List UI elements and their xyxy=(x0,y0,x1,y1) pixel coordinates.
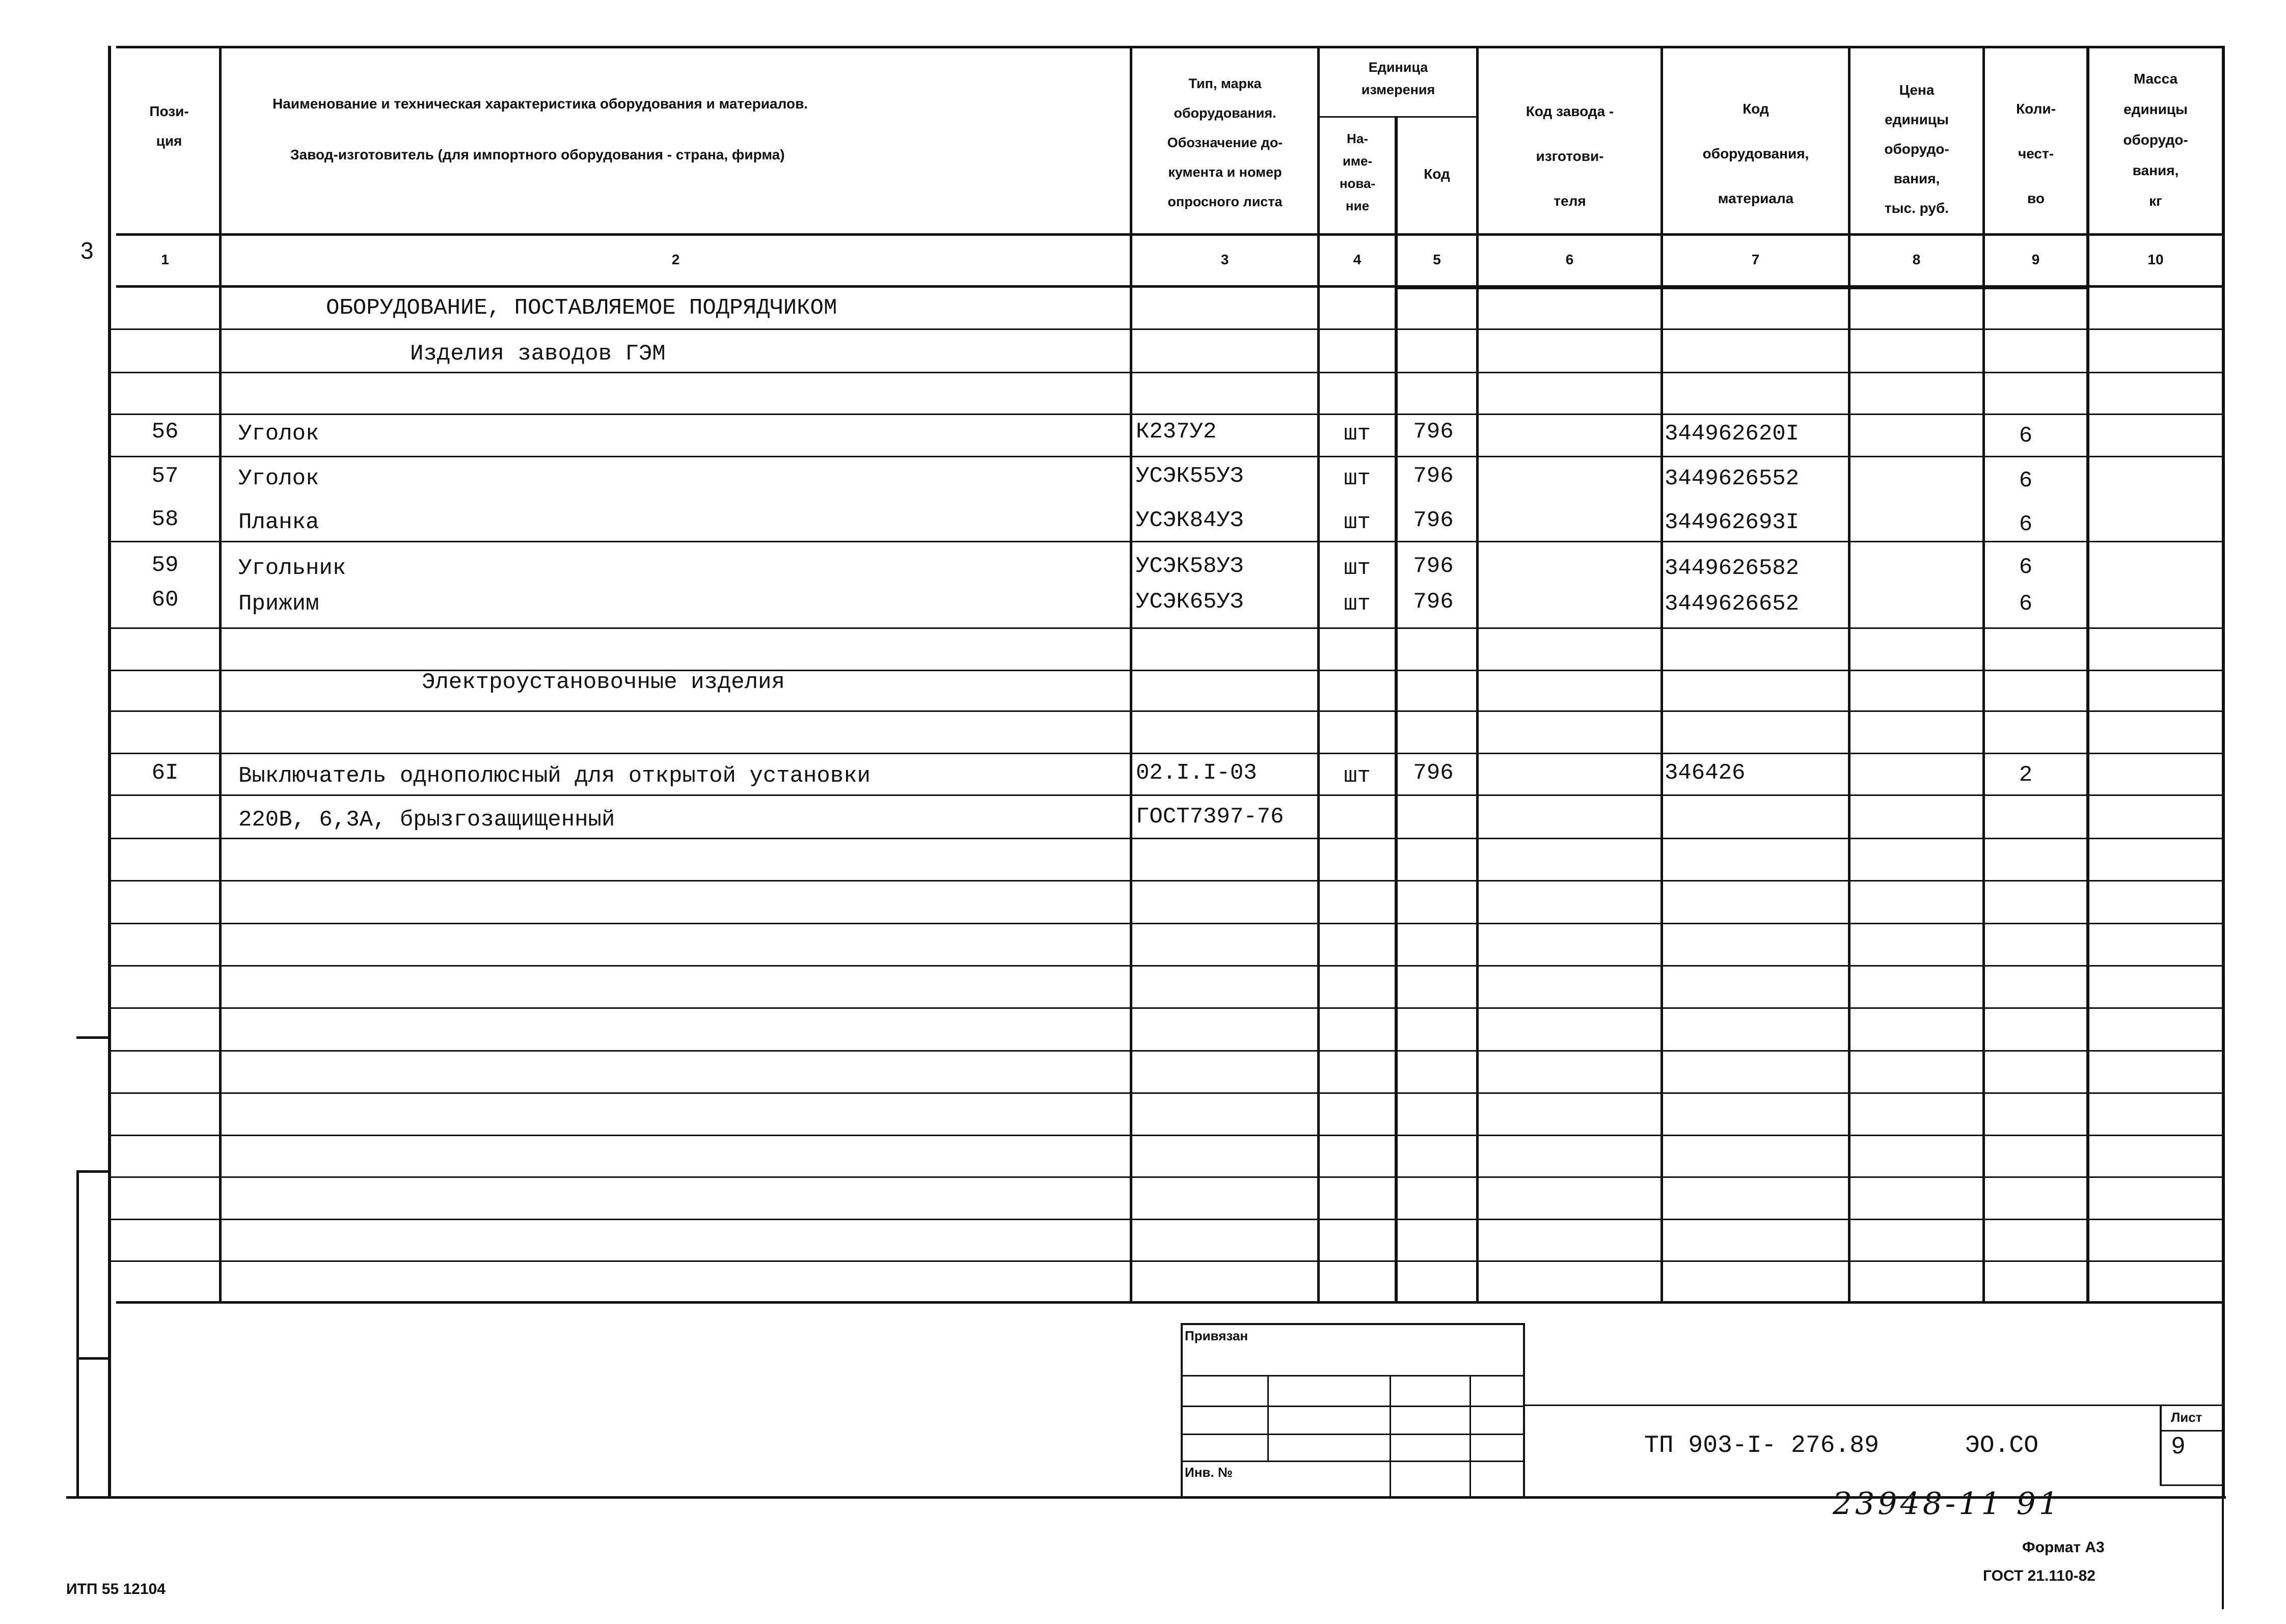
itp-label: ИТП 55 12104 xyxy=(66,1581,166,1598)
stamp-line xyxy=(1181,1461,1525,1462)
header-line: материала xyxy=(1718,190,1794,206)
box-top xyxy=(1395,286,2089,289)
item-name: Прижим xyxy=(238,591,319,617)
row-line xyxy=(111,838,2223,839)
stamp-inv-label: Инв. № xyxy=(1185,1465,1233,1480)
item-type-continuation: ГОСТ7397-76 xyxy=(1136,804,1284,830)
row-line xyxy=(111,1092,2223,1094)
item-unit-code: 796 xyxy=(1413,554,1454,579)
row-line xyxy=(111,753,2223,754)
header-line: Обозначение до- xyxy=(1167,135,1283,150)
stamp-line xyxy=(1181,1375,1525,1377)
col-divider-1 xyxy=(219,46,222,1303)
header-line: измерения xyxy=(1361,82,1435,97)
title-block-line xyxy=(1525,1405,2223,1406)
item-type: УСЭК65УЗ xyxy=(1136,589,1244,615)
item-equipment-code: 344962620I xyxy=(1665,421,1800,447)
header-line: вания, xyxy=(2132,162,2179,178)
frame-right-border xyxy=(2222,46,2225,1498)
header-price xyxy=(1851,75,1982,223)
row-line xyxy=(111,1007,2223,1009)
header-line: единицы xyxy=(2124,101,2188,117)
item-equipment-code: 3449626582 xyxy=(1665,556,1800,581)
header-position xyxy=(119,97,219,156)
item-unit-code: 796 xyxy=(1413,589,1454,615)
row-line xyxy=(111,710,2223,712)
item-unit-code: 796 xyxy=(1413,508,1454,533)
unit-header-split xyxy=(1319,116,1477,118)
item-unit-code: 796 xyxy=(1413,760,1454,786)
header-line: Код xyxy=(1743,101,1769,117)
margin-tick xyxy=(76,1357,109,1360)
item-name: Уголок xyxy=(238,421,319,447)
item-equipment-code: 3449626552 xyxy=(1665,466,1800,491)
item-type: УСЭК84УЗ xyxy=(1136,508,1244,533)
colnum-10: 10 xyxy=(2147,252,2164,267)
table-top-border xyxy=(116,46,2225,48)
header-unit-name xyxy=(1320,127,1395,217)
header-line: чест- xyxy=(2018,146,2054,161)
item-unit: шт xyxy=(1344,556,1371,581)
header-line: ция xyxy=(156,133,182,149)
row-line xyxy=(111,794,2223,796)
item-unit: шт xyxy=(1344,763,1371,789)
stamp-divider xyxy=(1267,1375,1269,1461)
row-line xyxy=(111,923,2223,924)
item-unit: шт xyxy=(1344,421,1371,447)
header-line: оборудования. xyxy=(1174,105,1276,121)
colnum-3: 3 xyxy=(1220,252,1229,267)
item-type: К237У2 xyxy=(1136,419,1217,445)
item-name: Угольник xyxy=(238,556,346,581)
header-line: Масса xyxy=(2133,71,2178,87)
header-equipment-code xyxy=(1664,87,1848,221)
header-line: оборудо- xyxy=(1884,141,1949,157)
col-divider-7 xyxy=(1848,46,1850,1303)
item-position: 60 xyxy=(151,587,179,613)
header-line: во xyxy=(2027,190,2045,206)
header-line: Цена xyxy=(1899,82,1935,98)
header-line: единицы xyxy=(1885,112,1949,127)
doc-suffix: ЭО.СО xyxy=(1965,1432,2039,1460)
margin-tick xyxy=(76,1036,109,1039)
item-quantity: 6 xyxy=(2019,591,2033,617)
colnum-4: 4 xyxy=(1353,252,1362,267)
header-line: кг xyxy=(2149,193,2162,209)
header-bottom-border xyxy=(116,233,2225,236)
col-divider-4 xyxy=(1395,117,1398,1303)
item-quantity: 6 xyxy=(2019,555,2033,580)
header-line: вания, xyxy=(1893,171,1940,186)
colnum-7: 7 xyxy=(1751,252,1760,267)
sheet-box-left xyxy=(2160,1405,2162,1486)
header-mass xyxy=(2089,64,2222,216)
margin-mark: 3 xyxy=(80,237,94,264)
row-line xyxy=(111,1135,2223,1136)
stamp-top-border xyxy=(1181,1323,1525,1325)
item-quantity: 6 xyxy=(2019,512,2033,537)
row-line xyxy=(111,627,2223,629)
item-unit: шт xyxy=(1344,466,1371,491)
col-divider-5 xyxy=(1476,46,1479,1303)
item-quantity: 2 xyxy=(2019,762,2033,788)
stamp-divider xyxy=(1390,1375,1391,1497)
header-line: опросного листа xyxy=(1167,194,1283,209)
sheet-right-edge xyxy=(2222,1497,2224,1609)
item-equipment-code: 346426 xyxy=(1665,760,1746,786)
header-factory-code xyxy=(1479,89,1661,224)
row-line xyxy=(111,414,2223,415)
item-position: 57 xyxy=(151,463,179,489)
item-position: 6I xyxy=(151,760,179,786)
sheet-box-mid xyxy=(2160,1430,2223,1432)
header-line: изготови- xyxy=(1536,148,1604,164)
item-name: Планка xyxy=(238,510,319,535)
header-line: име- xyxy=(1342,153,1373,169)
margin-strip-line xyxy=(76,1170,79,1499)
stamp-bound-label: Привязан xyxy=(1185,1328,1248,1343)
doc-code: ТП 903-I- 276.89 xyxy=(1644,1432,1879,1460)
header-line: Код завода - xyxy=(1526,103,1614,119)
header-line: ние xyxy=(1345,198,1370,213)
header-unit xyxy=(1320,56,1476,101)
header-name-line2: Завод-изготовитель (для импортного оборудования - страна, фирма) xyxy=(290,147,785,162)
item-unit: шт xyxy=(1344,591,1371,617)
sheet-label: Лист xyxy=(2171,1410,2202,1425)
item-equipment-code: 3449626652 xyxy=(1665,591,1800,617)
header-line: Пози- xyxy=(149,103,189,119)
row-line xyxy=(111,456,2223,457)
section-title: ОБОРУДОВАНИЕ, ПОСТАВЛЯЕМОЕ ПОДРЯДЧИКОМ xyxy=(326,295,837,321)
item-position: 59 xyxy=(151,553,179,578)
item-unit: шт xyxy=(1344,510,1371,535)
item-type: УСЭК58УЗ xyxy=(1136,554,1244,579)
header-line: Единица xyxy=(1368,60,1428,75)
margin-tick xyxy=(76,1170,109,1173)
item-position: 56 xyxy=(151,419,179,445)
item-name: Выключатель однополюсный для открытой установки xyxy=(238,763,871,789)
row-line xyxy=(111,1219,2223,1220)
header-line: оборудо- xyxy=(2123,132,2188,148)
item-quantity: 6 xyxy=(2019,423,2033,449)
stamp-line xyxy=(1181,1434,1525,1435)
item-position: 58 xyxy=(151,507,179,532)
header-line: нова- xyxy=(1339,176,1376,191)
header-line: оборудования, xyxy=(1702,146,1809,161)
header-name-line1: Наименование и техническая характеристика оборудования и материалов. xyxy=(273,96,808,112)
row-line xyxy=(111,372,2223,373)
col-divider-8 xyxy=(1982,46,1985,1303)
header-line: кумента и номер xyxy=(1168,164,1282,180)
stamp-divider xyxy=(1469,1375,1471,1497)
item-unit-code: 796 xyxy=(1413,419,1454,445)
header-line: Коли- xyxy=(2016,101,2056,117)
col-divider-6 xyxy=(1661,46,1663,1303)
stamp-line xyxy=(1181,1406,1525,1407)
item-name-continuation: 220В, 6,3А, брызгозащищенный xyxy=(238,807,615,833)
section-subtitle-gem: Изделия заводов ГЭМ xyxy=(410,341,666,367)
row-line xyxy=(111,965,2223,967)
colnum-2: 2 xyxy=(671,252,680,267)
colnum-9: 9 xyxy=(2031,252,2040,267)
row-line xyxy=(111,541,2223,542)
header-line: теля xyxy=(1554,193,1586,209)
format-label: Формат А3 xyxy=(2022,1539,2105,1556)
item-type: УСЭК55УЗ xyxy=(1136,463,1244,489)
table-bottom-border xyxy=(116,1301,2225,1304)
item-quantity: 6 xyxy=(2019,468,2033,493)
item-unit-code: 796 xyxy=(1413,463,1454,489)
item-name: Уголок xyxy=(238,466,319,491)
item-type: 02.I.I-03 xyxy=(1136,760,1257,786)
col-divider-2 xyxy=(1130,46,1132,1303)
colnum-8: 8 xyxy=(1912,252,1921,267)
gost-label: ГОСТ 21.110-82 xyxy=(1983,1567,2096,1584)
row-line xyxy=(111,880,2223,882)
handwritten-number: 23948-11 91 xyxy=(1833,1486,2061,1522)
header-line: Тип, марка xyxy=(1188,76,1262,91)
stamp-right-border xyxy=(1523,1323,1525,1498)
row-line xyxy=(111,328,2223,330)
colnum-6: 6 xyxy=(1565,252,1574,267)
colnum-5: 5 xyxy=(1433,252,1441,267)
colnum-1: 1 xyxy=(161,252,169,267)
header-quantity xyxy=(1985,87,2086,221)
col-divider-3 xyxy=(1317,46,1320,1303)
row-line xyxy=(111,1260,2223,1262)
header-line: На- xyxy=(1347,131,1368,146)
row-line xyxy=(111,1176,2223,1178)
header-unit-code: Код xyxy=(1424,166,1450,182)
col-divider-9 xyxy=(2086,46,2089,1303)
item-equipment-code: 344962693I xyxy=(1665,510,1800,535)
sheet-number: 9 xyxy=(2171,1434,2186,1461)
stamp-left-border xyxy=(1181,1323,1183,1498)
sheet-box-bottom xyxy=(2160,1484,2223,1486)
row-line xyxy=(111,1050,2223,1052)
header-line: тыс. руб. xyxy=(1884,200,1949,216)
section-subtitle-electro: Электроустановочные изделия xyxy=(422,670,785,695)
header-type xyxy=(1133,69,1317,216)
